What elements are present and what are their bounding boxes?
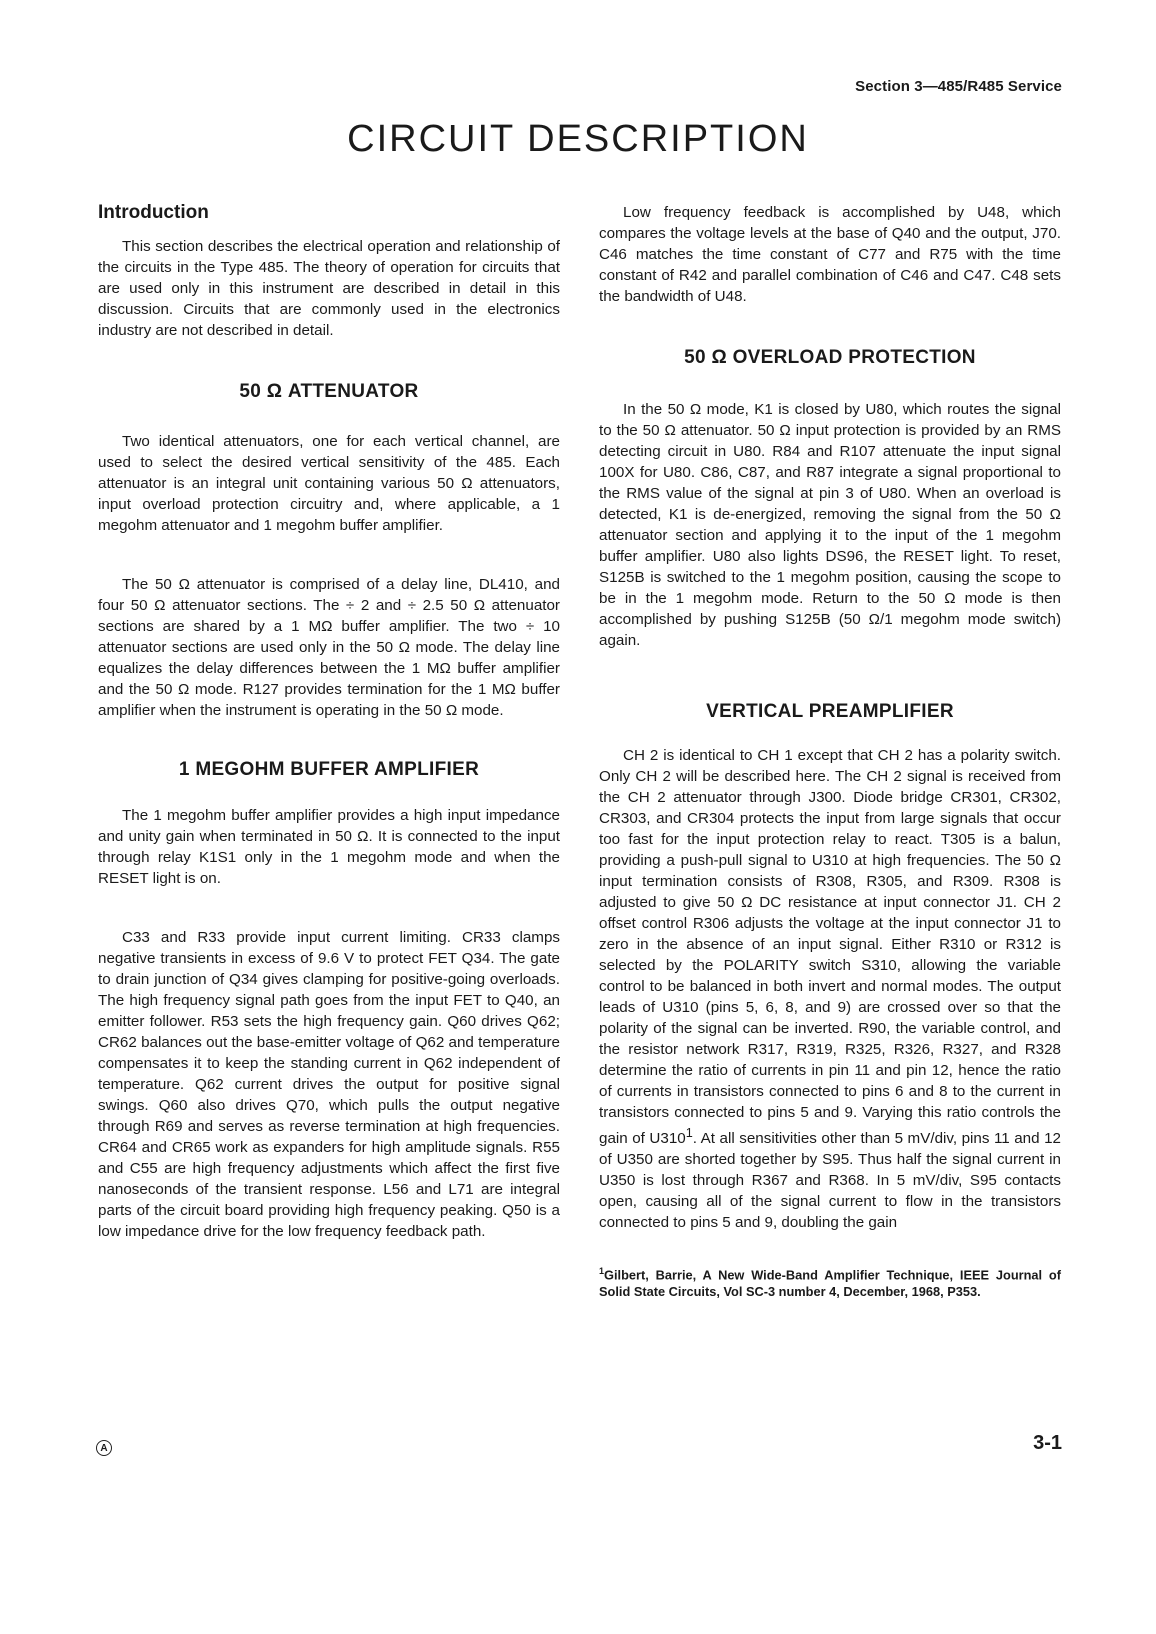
circled-a-icon: A (96, 1440, 112, 1456)
right-column (599, 202, 1061, 1300)
attenuator-heading: 50 Ω ATTENUATOR (239, 381, 419, 402)
buffer-paragraph-2: C33 and R33 provide input current limiting. CR33 clamps negative transients in excess of 9.6 V to protect FET Q34. The gate to drain junction of Q34 gives clamping for positive-going overloads. The high frequency signal path goes from the input FET to Q40, an emitter follower. R53 sets the high frequency gain. Q60 drives Q62; CR62 balances out the base-emitter voltage of Q62 and temperature compensates it to keep the standing current in Q62 independent of temperature. Q62 current drives the output for positive signal swings. Q60 also drives Q70, which pulls the output negative through R69 and serves as reverse termination at high frequencies. CR64 and CR65 work as expanders for high amplitude signals. R55 and C55 are high frequency adjustments which affect the first five nanoseconds of the transient response. L56 and L71 are integral parts of the circuit board providing high frequency peaking. Q50 is a low impedance drive for the low frequency feedback path. (98, 929, 560, 1240)
section-header: Section 3—485/R485 Service (855, 78, 1062, 95)
left-column (98, 202, 560, 1242)
preamplifier-paragraph (599, 745, 1061, 1233)
footnote-marker: 1 (599, 1266, 605, 1277)
buffer-paragraph-1: The 1 megohm buffer amplifier provides a high input impedance and unity gain when terminated in 50 Ω. It is connected to the input through relay K1S1 only in the 1 megohm mode and when the RESET light is on. (98, 807, 560, 887)
footnote-text: Gilbert, Barrie, A New Wide-Band Amplifier Technique, IEEE Journal of Solid State Circuits, Vol SC-3 number 4, December, 1968, P353. (599, 1267, 1061, 1300)
page-number: 3-1 (1033, 1432, 1062, 1454)
page-title: CIRCUIT DESCRIPTION (347, 118, 809, 160)
overload-protection-heading: 50 Ω OVERLOAD PROTECTION (684, 347, 976, 368)
intro-paragraph: This section describes the electrical operation and relationship of the circuits in the Type 485. The theory of operation for circuits that are used only in this instrument are described in detail in this discussion. Circuits that are commonly used in the electronics industry are not described in detail. (98, 238, 560, 339)
attenuator-paragraph-1: Two identical attenuators, one for each vertical channel, are used to select the desired vertical sensitivity of the 485. Each attenuator is an integral unit containing various 50 Ω attenuators, input overload protection circuitry and, where applicable, a 1 megohm attenuator and 1 megohm buffer amplifier. (98, 433, 560, 534)
buffer-amplifier-heading: 1 MEGOHM BUFFER AMPLIFIER (178, 759, 480, 780)
vertical-preamplifier-heading: VERTICAL PREAMPLIFIER (706, 701, 954, 722)
footnote (599, 1263, 1061, 1300)
attenuator-paragraph-2: The 50 Ω attenuator is comprised of a delay line, DL410, and four 50 Ω attenuator sections. The ÷ 2 and ÷ 2.5 50 Ω attenuator sections are shared by a 1 MΩ buffer amplifier. The two ÷ 10 attenuator sections are used only in the 50 Ω mode. The delay line equalizes the delay differences between the 1 MΩ buffer amplifier and the 50 Ω mode. R127 provides termination for the 1 MΩ buffer amplifier when the instrument is operating in the 50 Ω mode. (98, 576, 560, 719)
low-frequency-paragraph: Low frequency feedback is accomplished by U48, which compares the voltage levels at the base of Q40 and the output, J70. C46 matches the time constant of C77 and R75 with the time constant of R42 and parallel combination of C46 and C47. C48 sets the bandwidth of U48. (599, 204, 1061, 305)
footnote-reference: 1 (685, 1126, 693, 1140)
intro-heading: Introduction (98, 202, 209, 223)
overload-paragraph: In the 50 Ω mode, K1 is closed by U80, which routes the signal to the 50 Ω attenuator. 50 Ω input protection is provided by an RMS detecting circuit in U80. R84 and R107 attenuate the input signal 100X for U80. C86, C87, and R87 integrate a signal proportional to the RMS value of the signal at pin 3 of U80. When an overload is detected, K1 is de-energized, removing the signal from the 50 Ω attenuator section and applying it to the input of the 1 megohm buffer amplifier. U80 also lights DS96, the RESET light. To reset, S125B is switched to the 1 megohm position, causing the scope to be in the 1 megohm mode. Return to the 50 Ω mode is then accomplished by pushing S125B (50 Ω/1 megohm mode switch) again. (599, 401, 1061, 649)
preamplifier-text-continued: . At all sensitivities other than 5 mV/div, pins 11 and 12 of U350 are shorted together by S95. Thus half the signal current in U350 is lost through R367 and R368. In 5 mV/div, S95 contacts open, causing all of the signal current to flow in the transistors connected to pins 5 and 9, doubling the gain (599, 1130, 1061, 1232)
preamplifier-text: CH 2 is identical to CH 1 except that CH 2 has a polarity switch. Only CH 2 will be described here. The CH 2 signal is received from the CH 2 attenuator through J300. Diode bridge CR301, CR302, CR303, and CR304 protects the input from large signals that occur too fast for the input protection relay to react. T305 is a balun, providing a push-pull signal to U310 at high frequencies. The 50 Ω input termination consists of R308, R305, and R309. R308 is adjusted to give 50 Ω DC resistance at input connector J1. CH 2 offset control R306 adjusts the voltage at the input connector J1 to zero in the absence of an input signal. Either R310 or R312 is selected by the POLARITY switch S310, allowing the variable control to be balanced in both invert and normal modes. The output leads of U310 (pins 5, 6, 8, and 9) are crossed over so that the polarity of the signal can be inverted. R90, the variable control, and the resistor network R317, R319, R325, R326, R327, and R328 determine the ratio of currents in pin 11 and pin 12, hence the ratio of currents in transistors connected to pins 6 and 8 to the current in transistors connected to pins 5 and 9. Varying this ratio controls the gain of U310 (599, 747, 1061, 1148)
